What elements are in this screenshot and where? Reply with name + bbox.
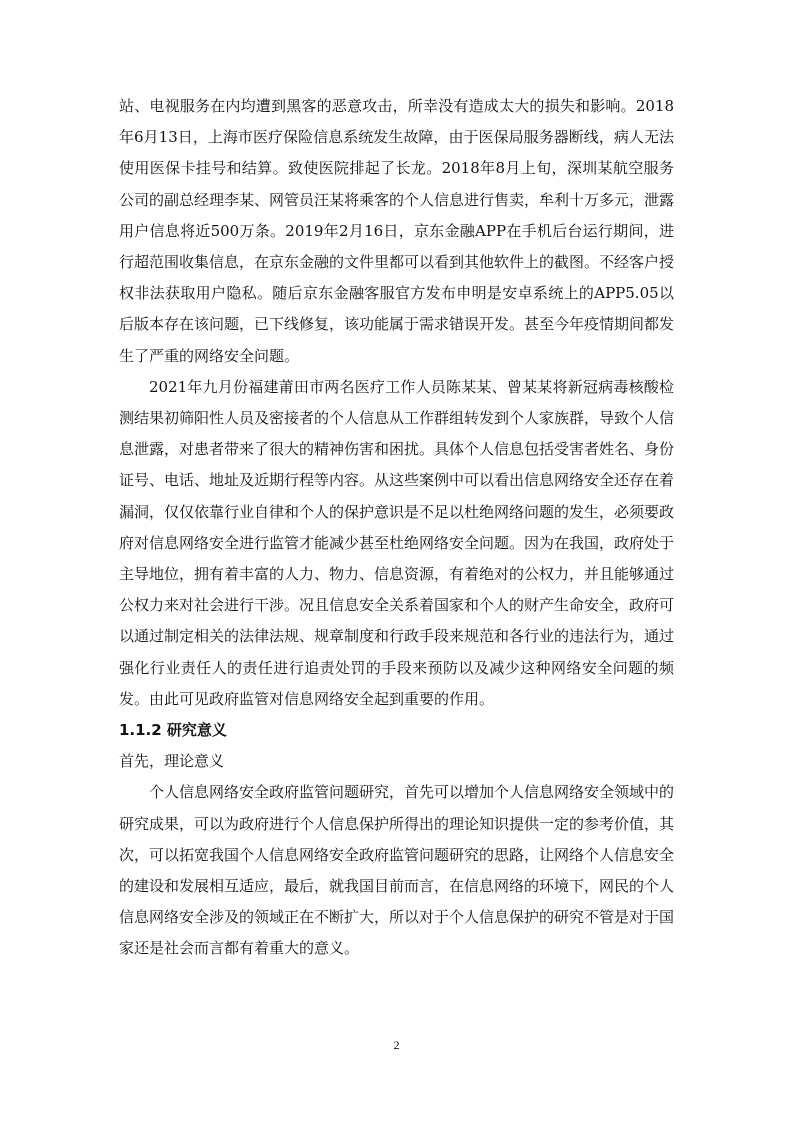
paragraph-theory-significance: 个人信息网络安全政府监管问题研究，首先可以增加个人信息网络安全领域中的研究成果，可以为政府进行个人信息保护所得出的理论知识提供一定的参考价值，其次，可以拓宽我国个人信息网络安全政府监管问题研究的思路，让网络个人信息安全的建设和发展相互适应，最后，就我国目前而言，在信息网络的环境下，网民的个人信息网络安全涉及的领域正在不断扩大，所以对于个人信息保护的研究不管是对于国家还是社会而言都有着重大的意义。 (119, 783, 675, 958)
page-number: 2 (393, 1038, 400, 1052)
paragraph-continuation: 站、电视服务在内均遭到黑客的恶意攻击，所幸没有造成太大的损失和影响。2018年6月13日，上海市医疗保险信息系统发生故障，由于医保局服务器断线，病人无法使用医保卡挂号和结算。致使医院排起了长龙。2018年8月上旬，深圳某航空服务公司的副总经理李某、网管员汪某将乘客的个人信息进行售卖，牟利十万多元，泄露用户信息将近500万条。2019年2月16日，京东金融APP在手机后台运行期间，进行超范围收集信息，在京东金融的文件里都可以看到其他软件上的截图。不经客户授权非法获取用户隐私。随后京东金融客服官方发布申明是安卓系统上的APP5.05以后版本存在该问题，已下线修复，该功能属于需求错误开发。甚至今年疫情期间都发生了严重的网络安全问题。 (119, 97, 675, 365)
paragraph-theory-intro: 首先，理论意义 (119, 752, 225, 771)
document-body (119, 91, 674, 965)
section-heading: 1.1.2 研究意义 (119, 721, 227, 740)
paragraph-case-examples: 2021年九月份福建莆田市两名医疗工作人员陈某某、曾某某将新冠病毒核酸检测结果初筛阳性人员及密接者的个人信息从工作群组转发到个人家族群，导致个人信息泄露，对患者带来了很大的精神伤害和困扰。具体个人信息包括受害者姓名、身份证号、电话、地址及近期行程等内容。从这些案例中可以看出信息网络安全还存在着漏洞，仅仅依靠行业自律和个人的保护意识是不足以杜绝网络问题的发生，必须要政府对信息网络安全进行监管才能减少甚至杜绝网络安全问题。因为在我国，政府处于主导地位，拥有着丰富的人力、物力、信息资源，有着绝对的公权力，并且能够通过公权力来对社会进行干涉。况且信息安全关系着国家和个人的财产生命安全，政府可以通过制定相关的法律法规、规章制度和行政手段来规范和各行业的违法行为，通过强化行业责任人的责任进行追责处罚的手段来预防以及减少这种网络安全问题的频发。由此可见政府监管对信息网络安全起到重要的作用。 (119, 377, 675, 708)
